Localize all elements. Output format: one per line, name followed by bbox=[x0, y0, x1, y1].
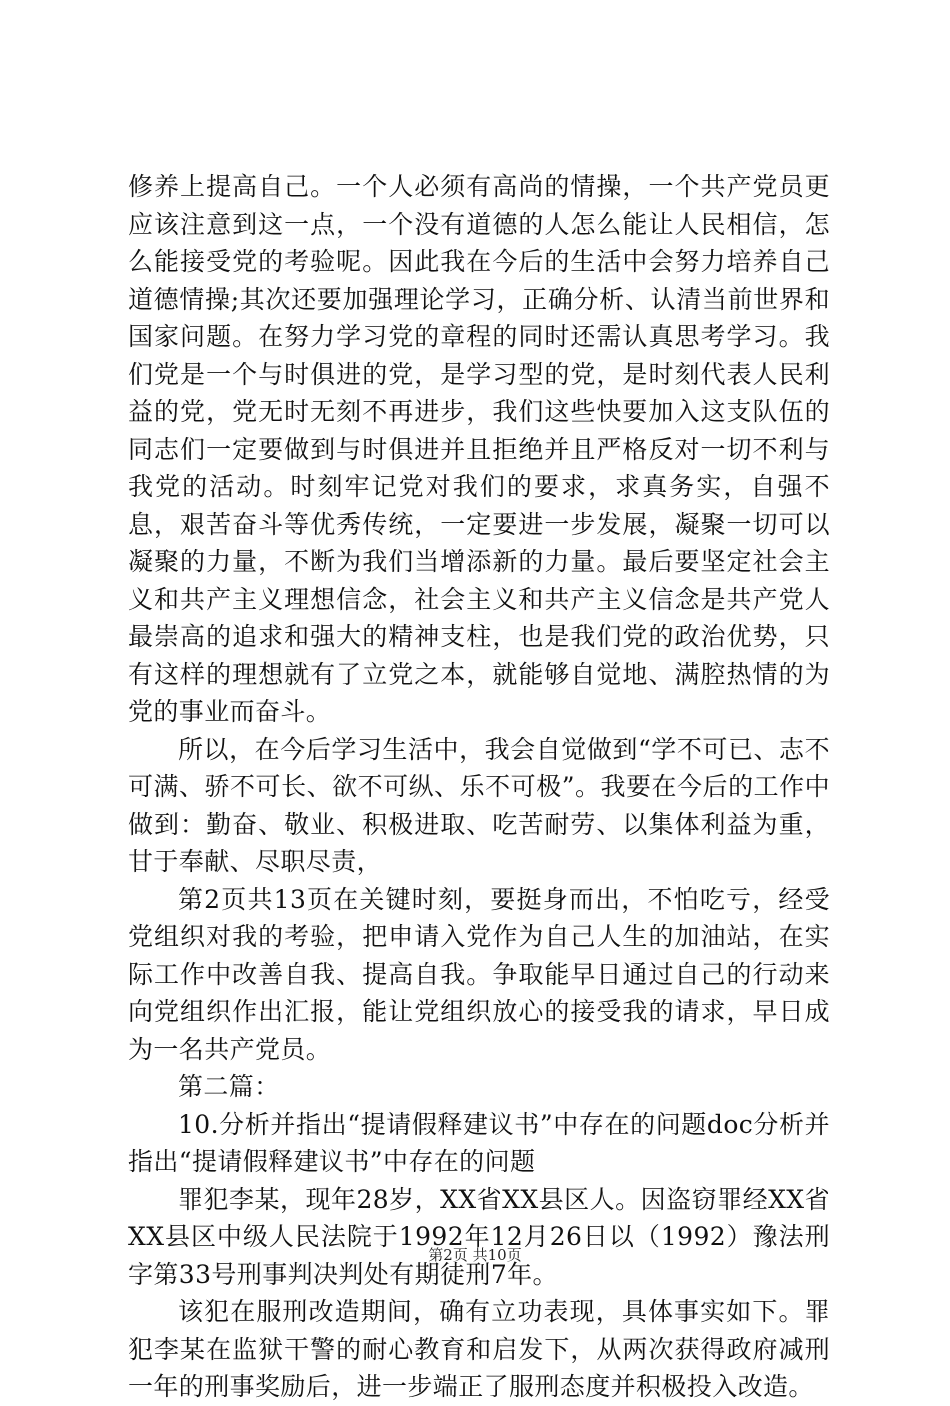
section-heading-part-two: 第二篇： bbox=[178, 1072, 280, 1101]
paragraph-resolution: 所以，在今后学习生活中，我会自觉做到“学不可已、志不可满、骄不可长、欲不可纵、乐不可极”。我要在今后的工作中做到：勤奋、敬业、积极进取、吃苦耐劳、以集体利益为重，甘于奉献、尽职尽责， bbox=[128, 734, 830, 876]
page-footer: 第2页 共10页 bbox=[428, 1246, 522, 1264]
paragraph-commitment: 第2页共13页在关键时刻，要挺身而出，不怕吃亏，经受党组织对我的考验，把申请入党作为自己人生的加油站，在实际工作中改善自我、提高自我。争取能早日通过自己的行动来向党组织作出汇报，能让党组织放心的接受我的请求，早日成为一名共产党员。 bbox=[128, 884, 830, 1064]
paragraph-continuation: 修养上提高自己。一个人必须有高尚的情操，一个共产党员更应该注意到这一点，一个没有道德的人怎么能让人民相信，怎么能接受党的考验呢。因此我在今后的生活中会努力培养自己道德情操;其次还要加强理论学习，正确分析、认清当前世界和国家问题。在努力学习党的章程的同时还需认真思考学习。我们党是一个与时俱进的党，是学习型的党，是时刻代表人民利益的党，党无时无刻不再进步，我们这些快要加入这支队伍的同志们一定要做到与时俱进并且拒绝并且严格反对一切不利与我党的活动。时刻牢记党对我们的要求，求真务实，自强不息，艰苦奋斗等优秀传统，一定要进一步发展，凝聚一切可以凝聚的力量，不断为我们当增添新的力量。最后要坚定社会主义和共产主义理想信念，社会主义和共产主义信念是共产党人最崇高的追求和强大的精神支柱，也是我们党的政治优势，只有这样的理想就有了立党之本，就能够自觉地、满腔热情的为党的事业而奋斗。 bbox=[128, 172, 830, 726]
paragraph-criminal-info: 罪犯李某，现年28岁，XX省XX县区人。因盗窃罪经XX省XX县区中级人民法院于1992年12月26日以（1992）豫法刑字第33号刑事判决判处有期徒刑7年。 bbox=[128, 1184, 830, 1289]
paragraph-merit-facts: 该犯在服刑改造期间，确有立功表现，具体事实如下。罪犯李某在监狱干警的耐心教育和启发下，从两次获得政府减刑一年的刑事奖励后，进一步端正了服刑态度并积极投入改造。 bbox=[128, 1297, 830, 1401]
document-body bbox=[128, 168, 830, 1406]
section-title: 10.分析并指出“提请假释建议书”中存在的问题doc分析并指出“提请假释建议书”中存在的问题 bbox=[128, 1109, 830, 1176]
